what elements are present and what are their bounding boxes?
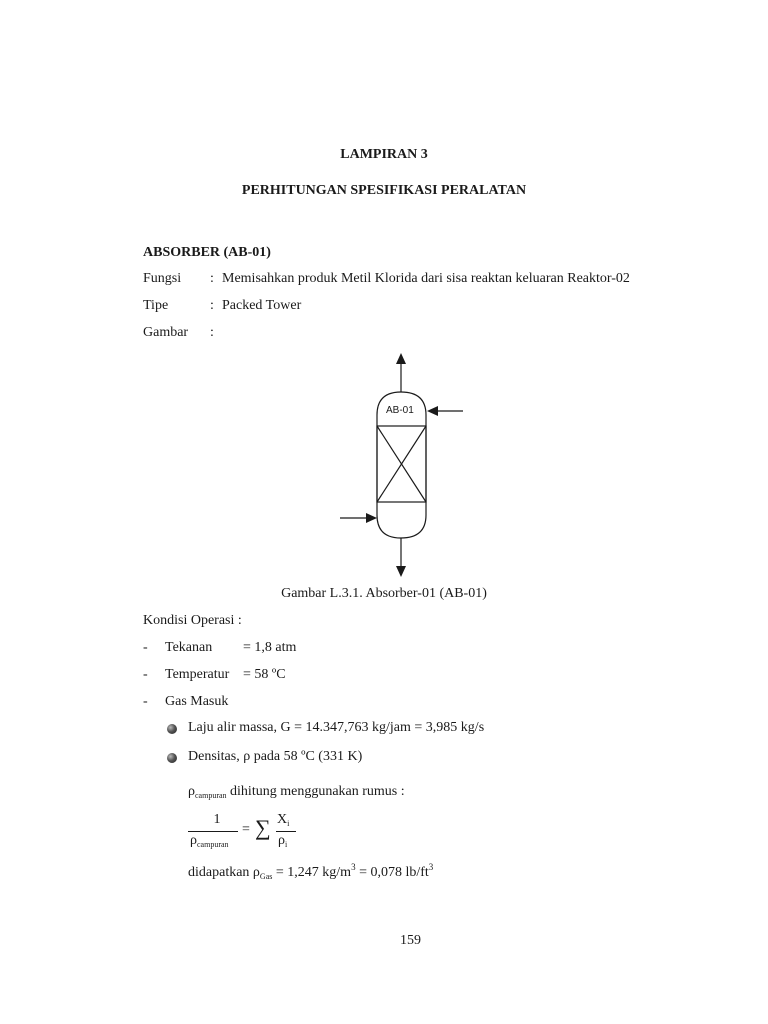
condition-label-tekanan: Tekanan <box>165 640 213 655</box>
equals-sign: = <box>242 822 250 837</box>
page-heading: LAMPIRAN 3 <box>340 147 428 162</box>
condition-label-temperatur: Temperatur <box>165 667 230 682</box>
figure-caption: Gambar L.3.1. Absorber-01 (AB-01) <box>281 586 487 601</box>
section-title: ABSORBER (AB-01) <box>143 245 271 260</box>
condition-value-temperatur: = 58 ºC <box>243 667 286 682</box>
spec-sep: : <box>210 325 214 340</box>
sum-fraction-bar <box>276 831 296 832</box>
fraction-denominator <box>190 833 229 849</box>
sum-numerator <box>277 812 289 828</box>
spec-label-tipe: Tipe <box>143 298 169 313</box>
result-end: = 0,078 lb/ft <box>355 865 429 880</box>
condition-value-tekanan: = 1,8 atm <box>243 640 297 655</box>
fraction-numerator: 1 <box>213 812 221 827</box>
subscript-gas: Gas <box>259 872 273 881</box>
condition-label-gas-masuk: Gas Masuk <box>165 694 229 709</box>
sigma-symbol: ∑ <box>255 815 271 840</box>
subscript-campuran: campuran <box>195 791 227 800</box>
formula-intro <box>188 784 405 800</box>
spec-label-fungsi: Fungsi <box>143 271 182 286</box>
arrow-right-icon <box>366 513 377 523</box>
bullet-icon <box>167 753 177 763</box>
bullet-text-densitas: Densitas, ρ pada 58 ºC (331 K) <box>188 749 363 764</box>
result-prefix: didapatkan <box>188 865 253 880</box>
arrow-up-icon <box>396 353 406 364</box>
vessel-label: AB-01 <box>386 405 414 416</box>
density-result <box>188 862 433 881</box>
absorber-diagram <box>330 350 470 580</box>
spec-label-gambar: Gambar <box>143 325 189 340</box>
superscript-3: 3 <box>351 862 356 872</box>
spec-sep: : <box>210 271 214 286</box>
rho-symbol: ρ <box>252 865 260 880</box>
subscript-campuran: campuran <box>197 840 229 849</box>
rho-symbol: ρ <box>188 784 195 799</box>
list-dash: - <box>143 694 148 709</box>
sum-denominator <box>278 833 287 849</box>
x-symbol: X <box>277 812 288 827</box>
superscript-3: 3 <box>428 862 434 872</box>
subscript-i: i <box>285 840 288 849</box>
result-mid: = 1,247 kg/m <box>272 865 352 880</box>
spec-value-fungsi: Memisahkan produk Metil Klorida dari sisa reaktan keluaran Reaktor-02 <box>222 271 630 286</box>
bullet-text-laju-alir: Laju alir massa, G = 14.347,763 kg/jam = 3,985 kg/s <box>188 720 485 735</box>
list-dash: - <box>143 640 148 655</box>
spec-value-tipe: Packed Tower <box>222 298 302 313</box>
spec-sep: : <box>210 298 214 313</box>
arrow-left-icon <box>427 406 438 416</box>
subscript-i: i <box>287 819 290 828</box>
rho-symbol: ρ <box>278 833 285 848</box>
conditions-title: Kondisi Operasi : <box>143 613 242 628</box>
list-dash: - <box>143 667 148 682</box>
rho-symbol: ρ <box>190 833 197 848</box>
formula-intro-text: dihitung menggunakan rumus : <box>230 784 405 799</box>
page-number: 159 <box>400 933 421 948</box>
page-subheading: PERHITUNGAN SPESIFIKASI PERALATAN <box>241 183 527 198</box>
arrow-down-icon <box>396 566 406 577</box>
fraction-bar <box>188 831 238 832</box>
bullet-icon <box>167 724 177 734</box>
